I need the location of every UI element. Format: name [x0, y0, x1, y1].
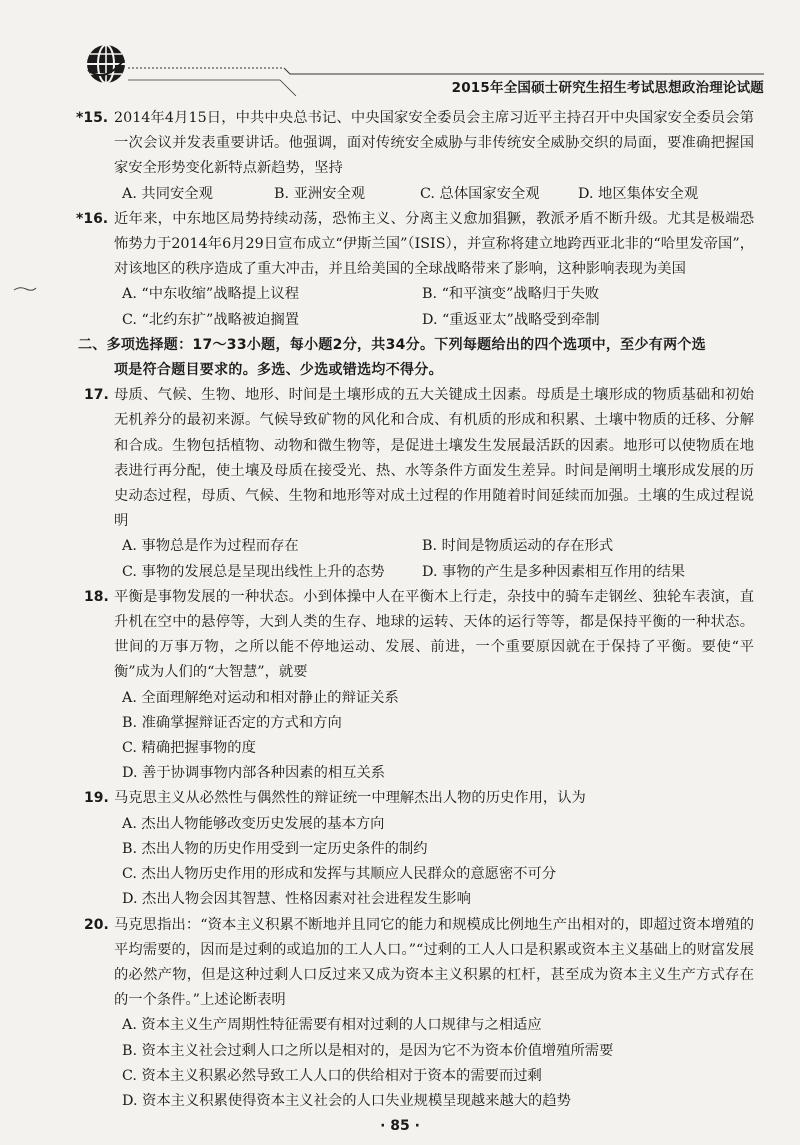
question-stem: 2014年4月15日，中共中央总书记、中央国家安全委员会主席习近平主持召开中央国家安全委员会第一次会议并发表重要讲话。他强调，面对传统安全威胁与非传统安全威胁交织的局面，要准确把握国家安全形势变化新特点新趋势，坚持 — [114, 110, 754, 177]
option-c[interactable]: C. “北约东扩”战略被迫搁置 — [122, 311, 300, 328]
header-title: 2015年全国硕士研究生招生考试思想政治理论试题 — [451, 80, 764, 96]
option-c[interactable]: C. 总体国家安全观 — [420, 185, 540, 202]
margin-scribble — [12, 284, 38, 294]
option-c[interactable]: C. 杰出人物历史作用的形成和发挥与其顺应人民群众的意愿密不可分 — [122, 866, 557, 883]
option-d[interactable]: D. 资本主义积累使得资本主义社会的人口失业规模呈现越来越大的趋势 — [122, 1092, 571, 1109]
option-c[interactable]: C. 资本主义积累必然导致工人人口的供给相对于资本的需要而过剩 — [122, 1067, 542, 1084]
question-stem: 平衡是事物发展的一种状态。小到体操中人在平衡木上行走，杂技中的骑车走钢丝、独轮车表演，直升机在空中的悬停等，大到人类的生存、地球的运转、天体的运行等等，都是保持平衡的一种状态。世间的万事万物，之所以能不停地运动、发展、前进，一个重要原因就在于保持了平衡。要使“平衡”成为人们的“大智慧”，就要 — [114, 588, 754, 681]
option-b[interactable]: B. 时间是物质运动的存在形式 — [422, 538, 614, 555]
option-b[interactable]: B. 亚洲安全观 — [274, 185, 366, 202]
question-number: *15. — [76, 110, 109, 126]
option-a[interactable]: A. 共同安全观 — [122, 185, 213, 202]
option-list — [114, 182, 754, 207]
question-15 — [76, 106, 754, 207]
option-a[interactable]: A. 资本主义生产周期性特征需要有相对过剩的人口规律与之相适应 — [122, 1017, 542, 1034]
section-heading-line2: 项是符合题目要求的。多选、少选或错选均不得分。 — [114, 362, 443, 379]
question-19 — [84, 786, 754, 912]
option-b[interactable]: B. 资本主义社会过剩人口之所以是相对的，是因为它不为资本价值增殖所需要 — [122, 1042, 614, 1059]
question-stem: 母质、气候、生物、地形、时间是土壤形成的五大关键成土因素。母质是土壤形成的物质基础和初始无机养分的最初来源。气候导致矿物的风化和合成、有机质的形成和积累、土壤中物质的迁移、分解和合成。生物包括植物、动物和微生物等，是促进土壤发生发展最活跃的因素。地形可以使物质在地表进行再分配，使土壤及母质在接受光、热、水等条件方面发生差异。时间是阐明土壤形成发展的历史动态过程，母质、气候、生物和地形等对成土过程的作用随着时间延续而加强。土壤的生成过程说明 — [114, 387, 754, 530]
option-d[interactable]: D. “重返亚太”战略受到牵制 — [422, 311, 600, 328]
question-stem: 马克思指出：“资本主义积累不断地并且同它的能力和规模成比例地生产出相对的，即超过资本增殖的平均需要的，因而是过剩的或追加的工人人口。”“过剩的工人人口是积累或资本主义基础上的财富发展的必然产物，但是这种过剩人口反过来又成为资本主义积累的杠杆，甚至成为资本主义生产方式存在的一个条件。”上述论断表明 — [114, 916, 754, 1009]
section-heading — [78, 333, 754, 383]
question-20 — [84, 913, 754, 1115]
option-list — [114, 282, 754, 332]
option-b[interactable]: B. 杰出人物的历史作用受到一定历史条件的制约 — [122, 840, 428, 857]
option-a[interactable]: A. 事物总是作为过程而存在 — [122, 538, 299, 555]
option-d[interactable]: D. 杰出人物会因其智慧、性格因素对社会进程发生影响 — [122, 891, 471, 908]
option-b[interactable]: B. 准确掌握辩证否定的方式和方向 — [122, 714, 342, 731]
option-a[interactable]: A. 全面理解绝对运动和相对静止的辩证关系 — [122, 689, 399, 706]
question-number: 20. — [84, 916, 109, 933]
option-d[interactable]: D. 地区集体安全观 — [578, 185, 699, 202]
option-c[interactable]: C. 精确把握事物的度 — [122, 740, 256, 757]
option-list — [114, 534, 754, 584]
page-header — [84, 40, 764, 96]
option-d[interactable]: D. 善于协调事物内部各种因素的相互关系 — [122, 765, 386, 782]
question-stem: 近年来，中东地区局势持续动荡，恐怖主义、分离主义愈加猖獗，教派矛盾不断升级。尤其是极端恐怖势力于2014年6月29日宣布成立“伊斯兰国”（ISIS），并宣称将建立地跨西亚北非的“哈里发帝国”，对该地区的秩序造成了重大冲击，并且给美国的全球战略带来了影响，这种影响表现为美国 — [114, 210, 754, 278]
option-a[interactable]: A. 杰出人物能够改变历史发展的基本方向 — [122, 815, 385, 832]
option-c[interactable]: C. 事物的发展总是呈现出线性上升的态势 — [122, 563, 385, 580]
option-d[interactable]: D. 事物的产生是多种因素相互作用的结果 — [422, 563, 686, 580]
question-number: 19. — [84, 790, 109, 807]
question-18 — [84, 585, 754, 787]
option-b[interactable]: B. “和平演变”战略归于失败 — [422, 286, 600, 303]
question-16 — [76, 207, 754, 333]
question-17 — [84, 383, 754, 585]
question-number: 18. — [84, 588, 109, 605]
section-heading-line1: 二、多项选择题：17～33小题，每小题2分，共34分。下列每题给出的四个选项中，至少有两个选 — [78, 336, 706, 353]
globe-icon — [87, 45, 125, 83]
page-number: · 85 · — [380, 1118, 420, 1134]
question-number: 17. — [84, 387, 109, 404]
question-content — [76, 106, 754, 1114]
option-a[interactable]: A. “中东收缩”战略提上议程 — [122, 286, 299, 303]
question-number: *16. — [76, 210, 109, 227]
question-stem: 马克思主义从必然性与偶然性的辩证统一中理解杰出人物的历史作用，认为 — [114, 790, 586, 807]
